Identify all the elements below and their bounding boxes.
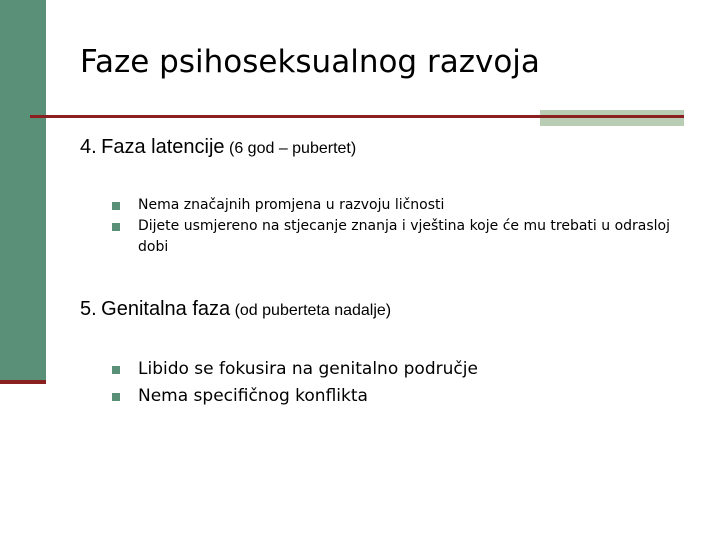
list-item xyxy=(112,216,692,258)
section-range: (od puberteta nadalje) xyxy=(234,302,392,319)
bullet-list-latency xyxy=(112,195,692,258)
square-bullet-icon xyxy=(112,202,120,210)
section-range: (6 god – pubertet) xyxy=(229,140,357,157)
list-item xyxy=(112,195,692,216)
list-item-text: Dijete usmjereno na stjecanje znanja i vještina koje će mu trebati u odrasloj dobi xyxy=(138,218,671,255)
list-item-text: Nema značajnih promjena u razvoju ličnosti xyxy=(138,197,445,213)
section-name: Genitalna faza xyxy=(101,298,231,320)
bullet-list-genital xyxy=(112,356,692,410)
title-rule-block xyxy=(540,110,684,126)
side-accent-line xyxy=(0,380,46,384)
square-bullet-icon xyxy=(112,393,120,401)
square-bullet-icon xyxy=(112,366,120,374)
slide-title: Faze psihoseksualnog razvoja xyxy=(80,44,540,80)
section-name: Faza latencije xyxy=(101,136,225,158)
list-item-text: Libido se fokusira na genitalno područje xyxy=(138,359,478,379)
list-item-text: Nema specifičnog konflikta xyxy=(138,386,368,406)
list-item xyxy=(112,383,692,410)
title-rule xyxy=(30,115,684,118)
list-item xyxy=(112,356,692,383)
section-heading-latency xyxy=(80,136,356,159)
side-decoration-bar xyxy=(0,0,46,380)
section-number: 5. xyxy=(80,298,97,320)
square-bullet-icon xyxy=(112,223,120,231)
section-heading-genital xyxy=(80,298,391,321)
section-number: 4. xyxy=(80,136,97,158)
